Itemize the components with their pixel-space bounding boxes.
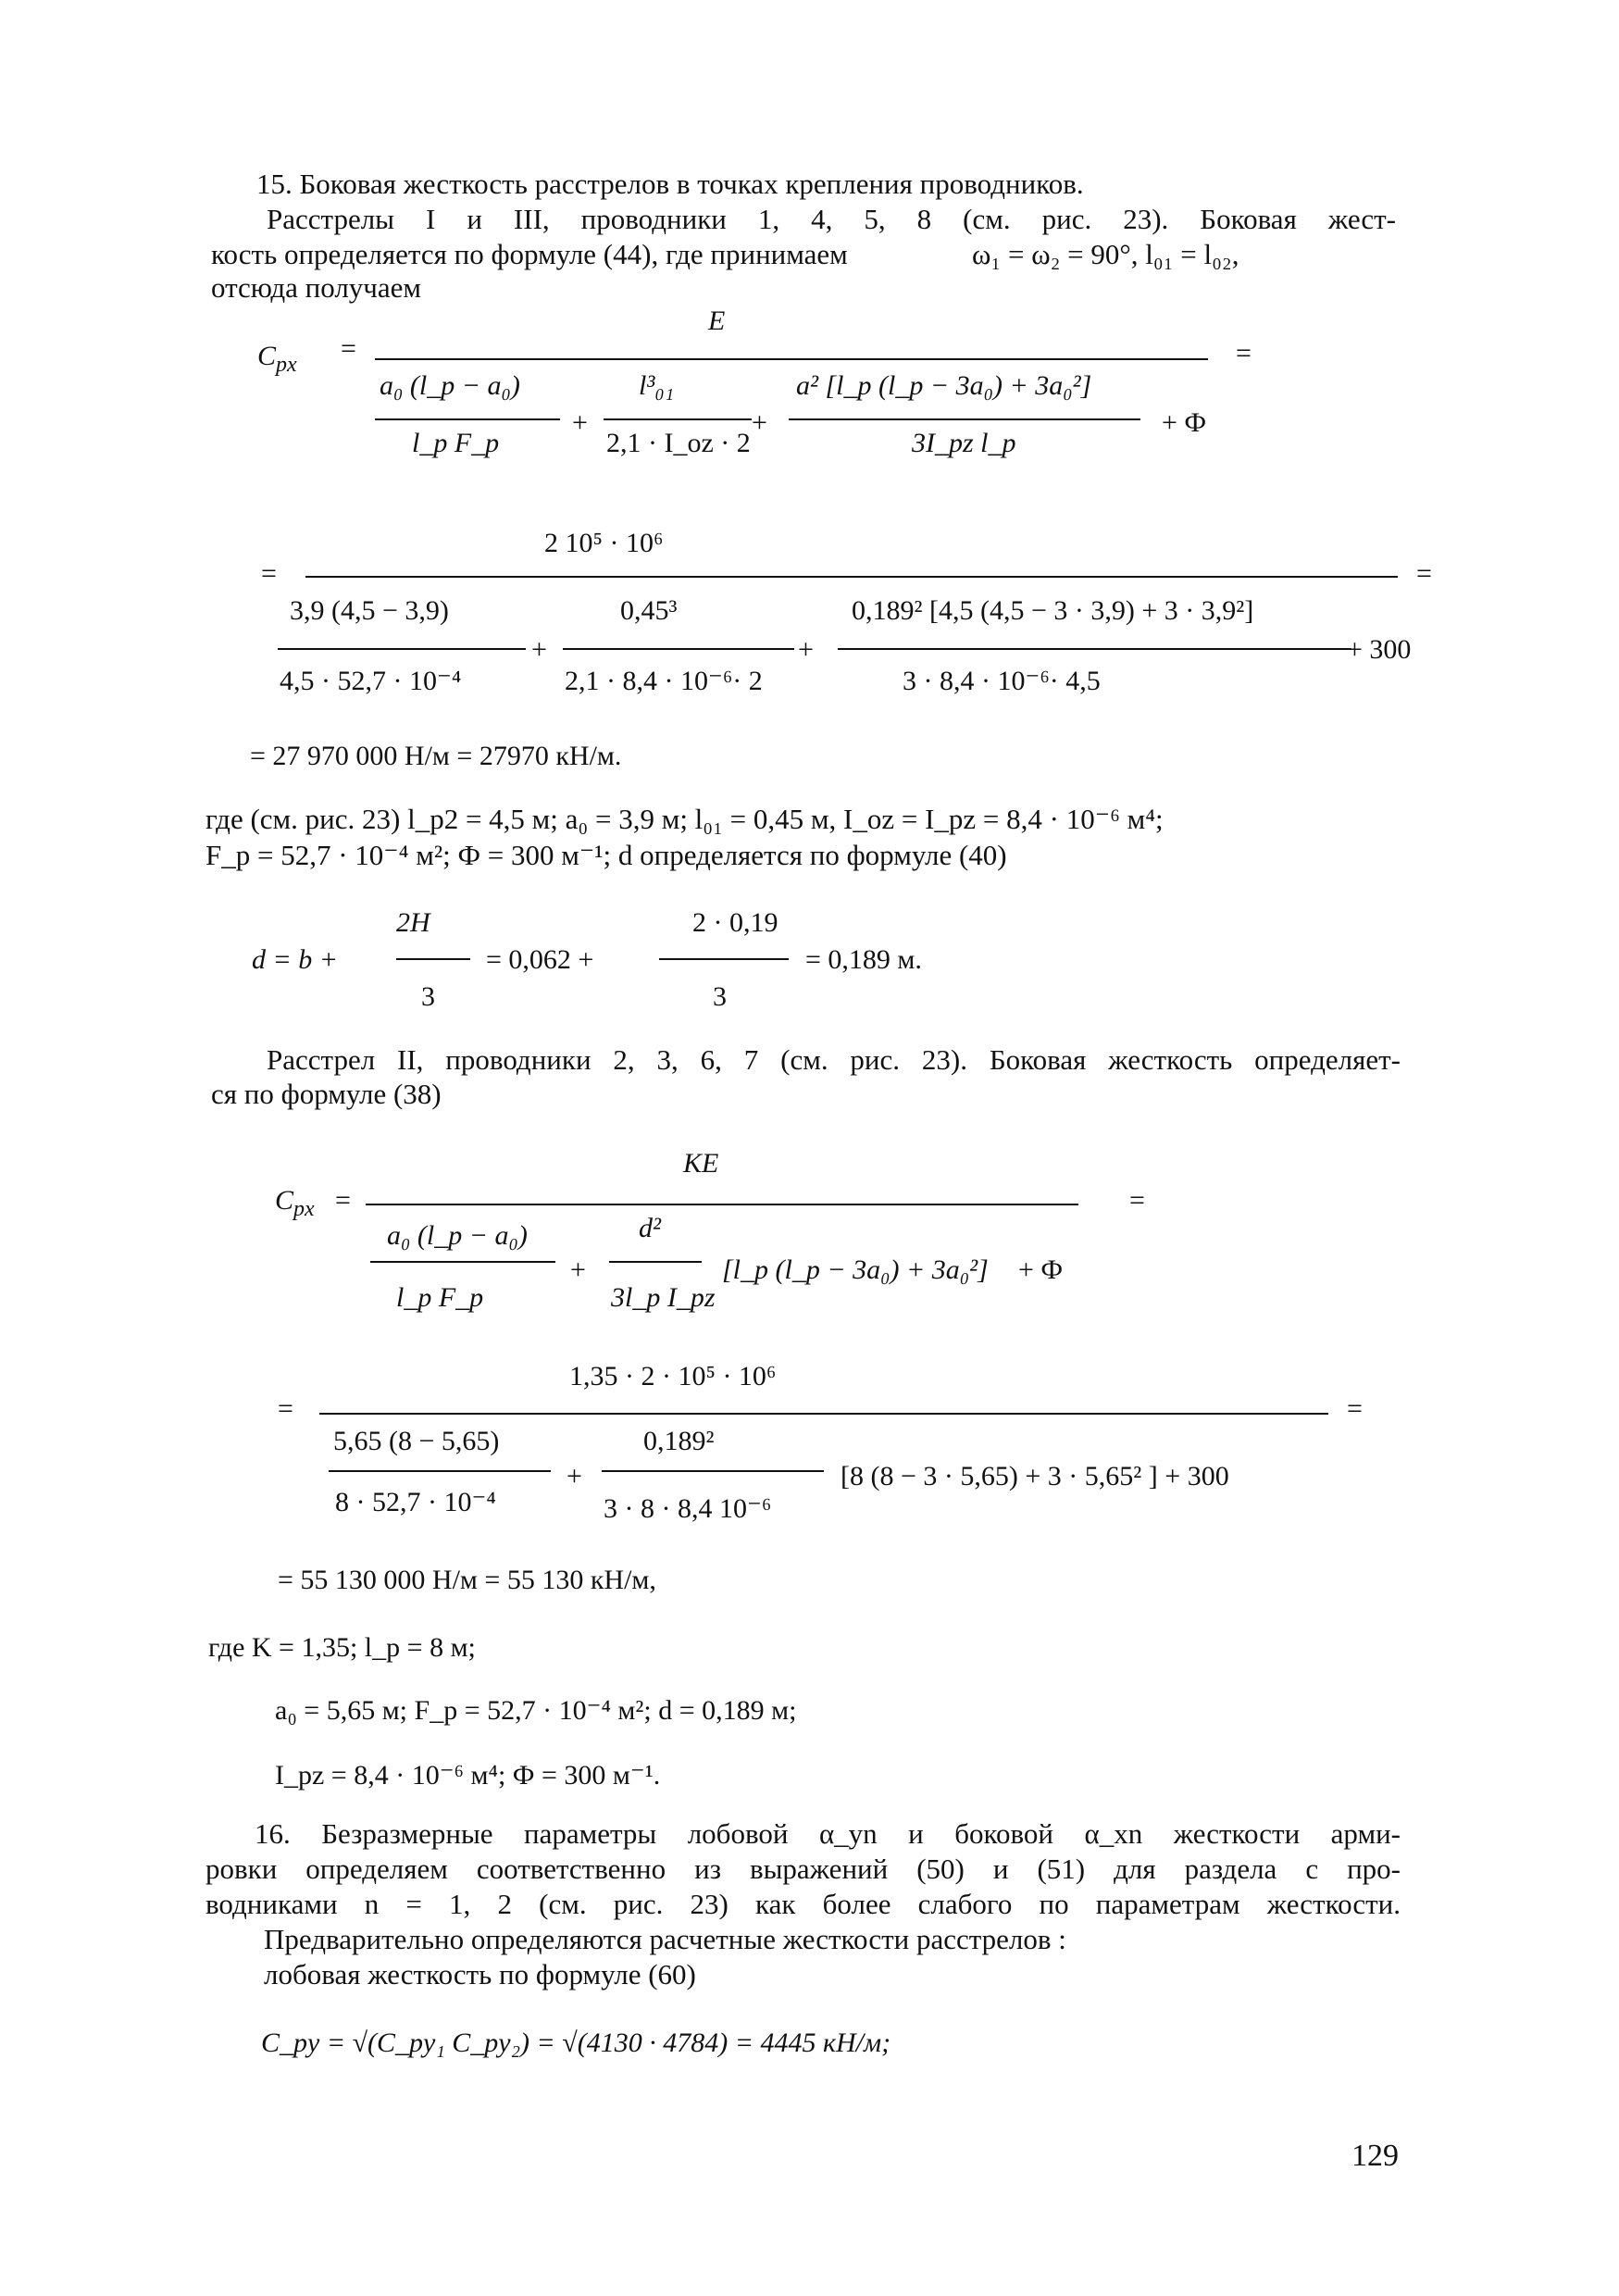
formula-1-term-2-numerator: l³₀₁: [639, 370, 675, 401]
where-2-line-2: a₀ = 5,65 м; F_p = 52,7 · 10⁻⁴ м²; d = 0,189 м;: [275, 1695, 797, 1726]
formula-2-term-2-denominator: 2,1 · 8,4 · 10⁻⁶· 2: [565, 666, 763, 696]
formula-1-term-3-numerator: a² [l_p (l_p − 3a₀) + 3a₀²]: [796, 370, 1092, 401]
formula-2-term-1-numerator: 3,9 (4,5 − 3,9): [290, 595, 449, 626]
formula-2-term-3-denominator: 3 · 8,4 · 10⁻⁶· 4,5: [903, 666, 1101, 696]
paragraph-2-line-1-text: Расстрел II, проводники 2, 3, 6, 7 (см. рис. 23). Боковая жесткость определяет-: [267, 1043, 1401, 1076]
formula-d-lhs: d = b +: [252, 944, 338, 975]
formula-2-plus-2: +: [798, 634, 814, 665]
formula-1-term-2-bar: [604, 418, 752, 420]
where-1-line-1: где (см. рис. 23) l_p2 = 4,5 м; a₀ = 3,9 м; l₀₁ = 0,45 м, I_oz = I_pz = 8,4 · 10⁻⁶ м⁴;: [205, 803, 1164, 835]
formula-3-numerator: KE: [683, 1148, 719, 1179]
formula-1-numerator: E: [708, 306, 726, 336]
section-16-line-2-text: ровки определяем соответственно из выражений (50) и (51) для раздела с про-: [205, 1853, 1401, 1885]
formula-1-plus-1: +: [572, 407, 588, 438]
formula-1-term-1-denominator: l_p F_p: [412, 428, 500, 458]
formula-d-fraction-2-bar: [659, 958, 789, 960]
section-16-line-5: лобовая жесткость по формуле (60): [264, 1958, 696, 1990]
formula-2-leading-equals: =: [261, 558, 277, 589]
formula-3-lhs: [275, 1185, 315, 1222]
formula-1-term-1-bar: [375, 418, 560, 420]
formula-4-numerator: 1,35 · 2 · 10⁵ · 10⁶: [569, 1361, 777, 1391]
section-16-line-4: Предварительно определяются расчетные жесткости расстрелов :: [264, 1923, 1066, 1955]
formula-4-term-2-numerator: 0,189²: [643, 1426, 715, 1456]
formula-2-plus-1: +: [531, 634, 547, 665]
paragraph-2-line-2: ся по формуле (38): [211, 1078, 442, 1110]
formula-d-fraction-1-denominator: 3: [421, 981, 435, 1012]
formula-3-term-1-bar: [370, 1261, 555, 1263]
formula-4-plus: +: [567, 1461, 582, 1491]
result-1: = 27 970 000 Н/м = 27970 кН/м.: [250, 741, 622, 771]
formula-3-main-fraction-bar: [366, 1204, 1078, 1205]
formula-2-main-fraction-bar: [305, 576, 1398, 578]
paragraph-2-line-1: [267, 1042, 1401, 1077]
formula-5: C_py = √(C_py₁ C_py₂) = √(4130 · 4784) = 4445 кН/м;: [261, 2028, 891, 2058]
formula-2-term-2-bar: [563, 648, 794, 650]
result-2: = 55 130 000 Н/м = 55 130 кН/м,: [278, 1565, 656, 1595]
formula-3-term-1-numerator: a₀ (l_p − a₀): [387, 1220, 528, 1251]
formula-3-term-1-denominator: l_p F_p: [396, 1282, 484, 1313]
formula-d-result: = 0,189 м.: [805, 944, 922, 975]
where-2-line-1: где K = 1,35; l_p = 8 м;: [208, 1632, 476, 1663]
paragraph-1-line-1-text: Расстрелы I и III, проводники 1, 4, 5, 8 (см. рис. 23). Боковая жест-: [267, 203, 1396, 235]
formula-4-leading-equals: =: [278, 1393, 293, 1424]
formula-3-term-2-bar: [609, 1261, 702, 1263]
formula-d-fraction-1-bar: [396, 958, 470, 960]
formula-3-plus: +: [570, 1254, 586, 1285]
where-2-line-3: I_pz = 8,4 · 10⁻⁶ м⁴; Ф = 300 м⁻¹.: [275, 1760, 661, 1791]
formula-4-trailing-equals: =: [1347, 1393, 1363, 1424]
formula-2-term-3-bar: [838, 648, 1351, 650]
formula-1-term-3-denominator: 3I_pz l_p: [912, 428, 1016, 458]
formula-4-term-1-denominator: 8 · 52,7 · 10⁻⁴: [335, 1487, 496, 1517]
formula-4-term-2-bar: [602, 1470, 824, 1472]
formula-2-numerator: 2 10⁵ · 10⁶: [544, 528, 664, 558]
formula-2-trailing-equals: =: [1416, 558, 1432, 589]
formula-1-lhs-subscript: px: [276, 353, 297, 377]
formula-1-term-1-numerator: a₀ (l_p − a₀): [380, 370, 520, 401]
paragraph-1-line-2-tail: ω₁ = ω₂ = 90°, l₀₁ = l₀₂,: [972, 238, 1239, 270]
formula-3-equals: =: [335, 1185, 351, 1216]
formula-4-term-1-numerator: 5,65 (8 − 5,65): [333, 1426, 500, 1456]
formula-3-trailing-equals: =: [1129, 1185, 1145, 1216]
formula-4-term-2-denominator: 3 · 8 · 8,4 10⁻⁶: [604, 1493, 772, 1524]
where-1-line-2: F_p = 52,7 · 10⁻⁴ м²; Ф = 300 м⁻¹; d определяется по формуле (40): [205, 839, 1007, 871]
section-16-line-1-text: 16. Безразмерные параметры лобовой α_yn и боковой α_xn жесткости арми-: [255, 1817, 1401, 1850]
formula-2-term-3-numerator: 0,189² [4,5 (4,5 − 3 · 3,9) + 3 · 3,9²]: [852, 595, 1254, 626]
formula-1-equals: =: [341, 333, 356, 364]
formula-2-term-1-denominator: 4,5 · 52,7 · 10⁻⁴: [280, 666, 462, 696]
formula-3-term-2-denominator: 3l_p I_pz: [611, 1282, 716, 1313]
formula-4-main-fraction-bar: [319, 1413, 1328, 1415]
formula-1-lhs: [257, 341, 297, 378]
paragraph-1-line-1: [267, 202, 1396, 236]
formula-1-lhs-symbol: C: [257, 341, 277, 371]
formula-d-fraction-2-numerator: 2 · 0,19: [692, 907, 778, 938]
formula-3-lhs-subscript: px: [293, 1197, 315, 1221]
formula-1-term-3-bar: [789, 418, 1140, 420]
formula-1-term-2-denominator: 2,1 · I_oz · 2: [606, 428, 751, 458]
formula-2-term-1-bar: [278, 648, 526, 650]
formula-1-phi: + Ф: [1162, 407, 1207, 438]
section-16-line-3-text: водниками n = 1, 2 (см. рис. 23) как более слабого по параметрам жесткости.: [205, 1888, 1401, 1920]
formula-d-middle: = 0,062 +: [486, 944, 594, 975]
section-16-line-1: [255, 1816, 1401, 1851]
formula-1-main-fraction-bar: [375, 358, 1208, 360]
section-16-line-3: [205, 1887, 1401, 1921]
section-16-line-2: [205, 1852, 1401, 1886]
formula-3-bracket: [l_p (l_p − 3a₀) + 3a₀²]: [722, 1254, 989, 1285]
formula-3-phi: + Ф: [1018, 1254, 1064, 1285]
paragraph-1-line-3: отсюда получаем: [211, 271, 422, 304]
formula-4-term-1-bar: [329, 1470, 551, 1472]
formula-d-fraction-2-denominator: 3: [713, 981, 727, 1012]
formula-2-tail: + 300: [1347, 634, 1412, 665]
page-number: 129: [1351, 2139, 1399, 2173]
formula-1-trailing-equals: =: [1236, 338, 1252, 368]
section-15-heading: 15. Боковая жесткость расстрелов в точках крепления проводников.: [256, 168, 1084, 200]
formula-3-term-2-numerator: d²: [639, 1213, 661, 1243]
formula-4-tail: [8 (8 − 3 · 5,65) + 3 · 5,65² ] + 300: [841, 1461, 1229, 1491]
formula-2-term-2-numerator: 0,45³: [620, 595, 678, 626]
formula-1-plus-2: +: [752, 407, 767, 438]
formula-d-fraction-1-numerator: 2H: [396, 907, 430, 938]
paragraph-1-line-2: кость определяется по формуле (44), где принимаем: [211, 238, 848, 270]
formula-3-lhs-symbol: C: [275, 1185, 294, 1216]
